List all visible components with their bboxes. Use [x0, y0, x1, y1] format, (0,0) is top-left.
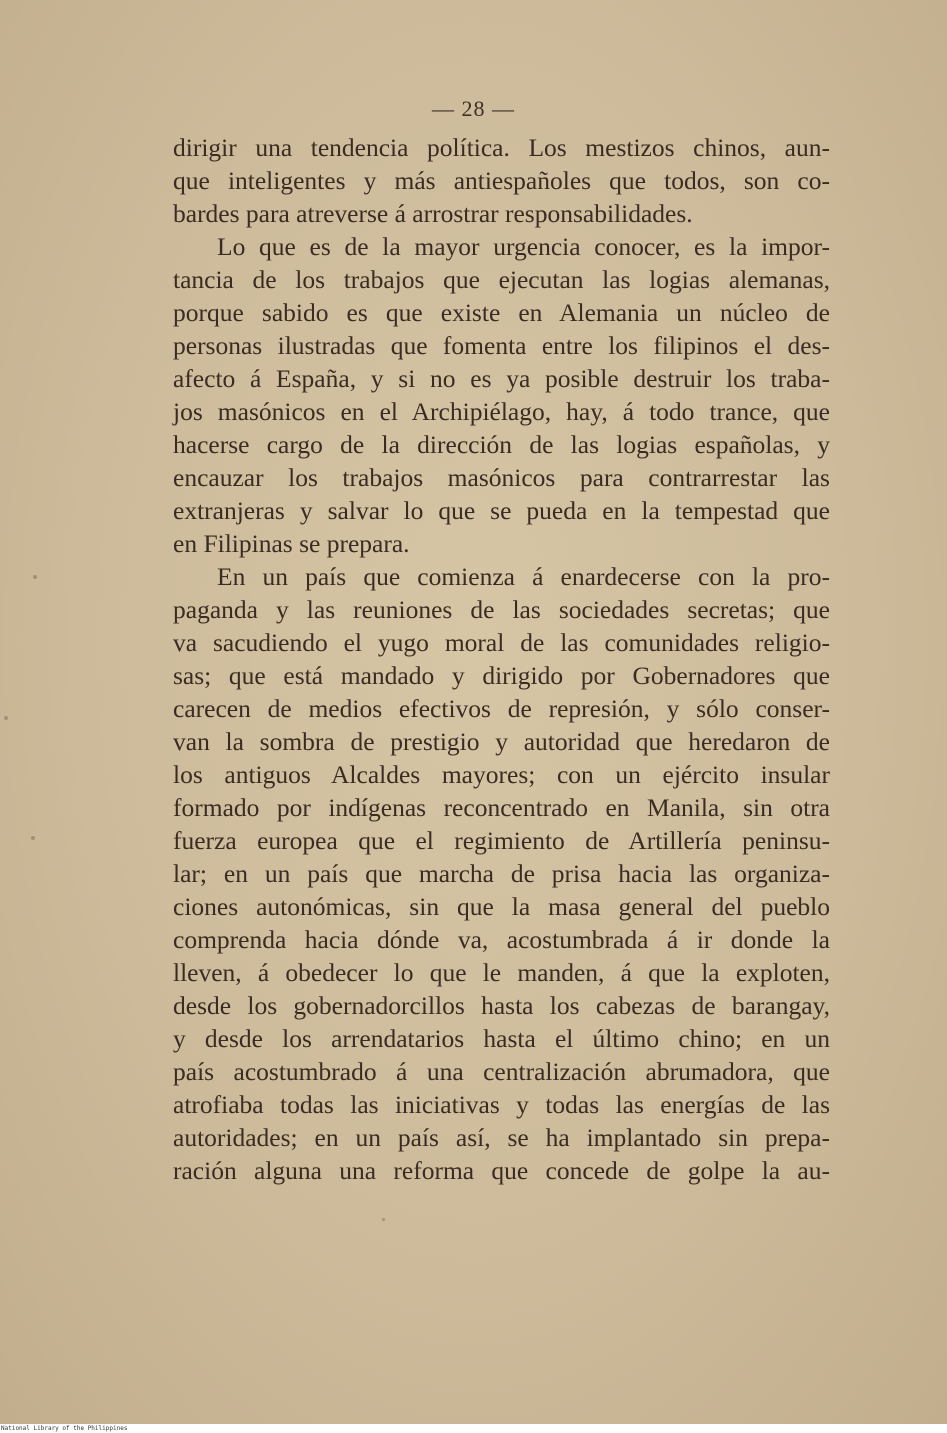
text-line: sas; que está mandado y dirigido por Gobernadores que	[173, 661, 830, 690]
text-line: Lo que es de la mayor urgencia conocer, es la impor-	[217, 232, 830, 261]
text-line: hacerse cargo de la dirección de las logias españolas, y	[173, 430, 830, 459]
paper-speck	[31, 836, 35, 840]
paragraph-3	[173, 560, 830, 1187]
text-line: dirigir una tendencia política. Los mestizos chinos, aun-	[173, 133, 830, 162]
text-line: lar; en un país que marcha de prisa hacia las organiza-	[173, 859, 830, 888]
text-line: personas ilustradas que fomenta entre los filipinos el des-	[173, 331, 830, 360]
text-line: lleven, á obedecer lo que le manden, á que la exploten,	[173, 958, 830, 987]
text-line: desde los gobernadorcillos hasta los cabezas de barangay,	[173, 991, 830, 1020]
text-line: jos masónicos en el Archipiélago, hay, á todo trance, que	[173, 397, 830, 426]
text-line: tancia de los trabajos que ejecutan las logias alemanas,	[173, 265, 830, 294]
paper-speck	[382, 1218, 385, 1221]
text-line: autoridades; en un país así, se ha implantado sin prepa-	[173, 1123, 830, 1152]
text-line: ración alguna una reforma que concede de golpe la au-	[173, 1156, 830, 1185]
text-line: porque sabido es que existe en Alemania un núcleo de	[173, 298, 830, 327]
text-line: formado por indígenas reconcentrado en Manila, sin otra	[173, 793, 830, 822]
paragraph-2	[173, 230, 830, 560]
text-line: atrofiaba todas las iniciativas y todas las energías de las	[173, 1090, 830, 1119]
text-line: encauzar los trabajos masónicos para contrarrestar las	[173, 463, 830, 492]
text-line: extranjeras y salvar lo que se pueda en la tempestad que	[173, 496, 830, 525]
text-line: carecen de medios efectivos de represión, y sólo conser-	[173, 694, 830, 723]
text-line: bardes para atreverse á arrostrar responsabilidades.	[173, 199, 693, 228]
body-text	[173, 131, 830, 1187]
text-line: En un país que comienza á enardecerse con la pro-	[217, 562, 830, 591]
text-line: y desde los arrendatarios hasta el último chino; en un	[173, 1024, 830, 1053]
paragraph-1	[173, 131, 830, 230]
text-line: comprenda hacia dónde va, acostumbrada á ir donde la	[173, 925, 830, 954]
scan-credit: National Library of the Philippines	[1, 1425, 128, 1432]
text-line: ciones autonómicas, sin que la masa general del pueblo	[173, 892, 830, 921]
text-line: paganda y las reuniones de las sociedades secretas; que	[173, 595, 830, 624]
text-line: fuerza europea que el regimiento de Artillería peninsu-	[173, 826, 830, 855]
paper-speck	[33, 575, 37, 579]
text-line: van la sombra de prestigio y autoridad que heredaron de	[173, 727, 830, 756]
paper-speck	[4, 716, 8, 720]
text-line: que inteligentes y más antiespañoles que todos, son co-	[173, 166, 830, 195]
text-line: los antiguos Alcaldes mayores; con un ejército insular	[173, 760, 830, 789]
text-line: en Filipinas se prepara.	[173, 529, 410, 558]
scan-credit-bar	[0, 1424, 947, 1433]
text-line: va sacudiendo el yugo moral de las comunidades religio-	[173, 628, 830, 657]
text-line: afecto á España, y si no es ya posible destruir los traba-	[173, 364, 830, 393]
text-line: país acostumbrado á una centralización abrumadora, que	[173, 1057, 830, 1086]
page-number: — 28 —	[432, 96, 515, 121]
